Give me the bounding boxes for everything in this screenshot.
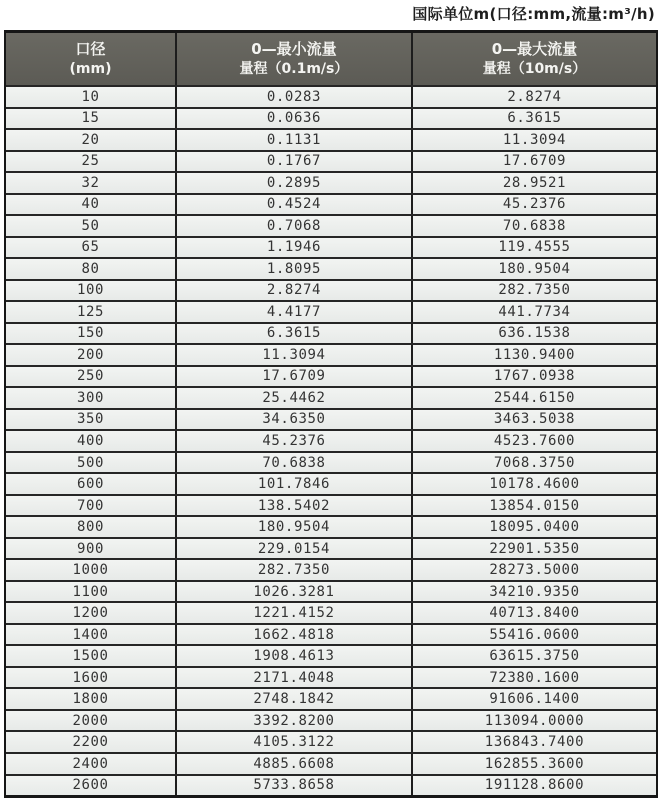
cell-min-flow: 6.3615: [175, 324, 411, 344]
table-row: [6, 279, 656, 301]
table-row: [6, 687, 656, 709]
cell-min-flow: 2171.4048: [175, 668, 411, 688]
cell-max-flow: 7068.3750: [411, 453, 656, 473]
cell-min-flow: 4885.6608: [175, 754, 411, 774]
cell-min-flow: 1908.4613: [175, 646, 411, 666]
cell-diameter: 2400: [6, 754, 175, 774]
table-row: [6, 623, 656, 645]
table-row: [6, 709, 656, 731]
table-row: [6, 774, 656, 796]
cell-diameter: 500: [6, 453, 175, 473]
cell-diameter: 10: [6, 87, 175, 107]
cell-max-flow: 136843.7400: [411, 732, 656, 752]
cell-diameter: 125: [6, 302, 175, 322]
cell-max-flow: 1767.0938: [411, 367, 656, 387]
cell-diameter: 50: [6, 216, 175, 236]
cell-diameter: 1800: [6, 689, 175, 709]
cell-min-flow: 0.1767: [175, 152, 411, 172]
cell-max-flow: 636.1538: [411, 324, 656, 344]
cell-diameter: 80: [6, 259, 175, 279]
cell-diameter: 250: [6, 367, 175, 387]
header-min-flow-label: 0—最小流量: [251, 39, 337, 58]
cell-max-flow: 10178.4600: [411, 474, 656, 494]
cell-max-flow: 72380.1600: [411, 668, 656, 688]
table-body: [6, 85, 656, 795]
cell-diameter: 800: [6, 517, 175, 537]
cell-diameter: 400: [6, 431, 175, 451]
flow-range-table: [4, 30, 658, 798]
table-row: [6, 193, 656, 215]
cell-max-flow: 63615.3750: [411, 646, 656, 666]
cell-diameter: 700: [6, 496, 175, 516]
cell-diameter: 900: [6, 539, 175, 559]
cell-min-flow: 0.1131: [175, 130, 411, 150]
cell-diameter: 1600: [6, 668, 175, 688]
cell-min-flow: 4.4177: [175, 302, 411, 322]
cell-min-flow: 0.4524: [175, 195, 411, 215]
cell-diameter: 600: [6, 474, 175, 494]
cell-max-flow: 11.3094: [411, 130, 656, 150]
cell-min-flow: 2748.1842: [175, 689, 411, 709]
cell-max-flow: 18095.0400: [411, 517, 656, 537]
table-row: [6, 472, 656, 494]
header-diameter-unit: (mm): [69, 60, 112, 77]
cell-max-flow: 2.8274: [411, 87, 656, 107]
cell-max-flow: 282.7350: [411, 281, 656, 301]
cell-max-flow: 91606.1400: [411, 689, 656, 709]
cell-diameter: 20: [6, 130, 175, 150]
table-row: [6, 451, 656, 473]
cell-max-flow: 45.2376: [411, 195, 656, 215]
table-row: [6, 408, 656, 430]
cell-min-flow: 1026.3281: [175, 582, 411, 602]
table-row: [6, 601, 656, 623]
cell-diameter: 350: [6, 410, 175, 430]
cell-diameter: 2200: [6, 732, 175, 752]
cell-diameter: 2600: [6, 776, 175, 796]
cell-max-flow: 22901.5350: [411, 539, 656, 559]
cell-diameter: 200: [6, 345, 175, 365]
cell-max-flow: 28.9521: [411, 173, 656, 193]
cell-diameter: 40: [6, 195, 175, 215]
cell-diameter: 1100: [6, 582, 175, 602]
header-diameter-label: 口径: [75, 39, 106, 58]
table-row: [6, 171, 656, 193]
table-row: [6, 300, 656, 322]
cell-min-flow: 180.9504: [175, 517, 411, 537]
cell-diameter: 1000: [6, 560, 175, 580]
table-row: [6, 236, 656, 258]
cell-min-flow: 101.7846: [175, 474, 411, 494]
table-row: [6, 752, 656, 774]
cell-min-flow: 2.8274: [175, 281, 411, 301]
cell-min-flow: 25.4462: [175, 388, 411, 408]
cell-max-flow: 55416.0600: [411, 625, 656, 645]
cell-min-flow: 1.1946: [175, 238, 411, 258]
cell-min-flow: 0.2895: [175, 173, 411, 193]
cell-max-flow: 441.7734: [411, 302, 656, 322]
table-row: [6, 644, 656, 666]
cell-max-flow: 3463.5038: [411, 410, 656, 430]
cell-diameter: 15: [6, 109, 175, 129]
cell-min-flow: 70.6838: [175, 453, 411, 473]
cell-max-flow: 6.3615: [411, 109, 656, 129]
cell-diameter: 1200: [6, 603, 175, 623]
table-row: [6, 107, 656, 129]
table-row: [6, 85, 656, 107]
cell-diameter: 300: [6, 388, 175, 408]
cell-min-flow: 282.7350: [175, 560, 411, 580]
cell-min-flow: 17.6709: [175, 367, 411, 387]
cell-min-flow: 5733.8658: [175, 776, 411, 796]
cell-max-flow: 191128.8600: [411, 776, 656, 796]
table-row: [6, 150, 656, 172]
cell-max-flow: 180.9504: [411, 259, 656, 279]
table-row: [6, 537, 656, 559]
table-row: [6, 365, 656, 387]
table-row: [6, 515, 656, 537]
header-min-flow: [175, 33, 411, 85]
table-row: [6, 558, 656, 580]
cell-max-flow: 1130.9400: [411, 345, 656, 365]
table-row: [6, 257, 656, 279]
cell-diameter: 150: [6, 324, 175, 344]
table-row: [6, 666, 656, 688]
table-row: [6, 494, 656, 516]
cell-min-flow: 45.2376: [175, 431, 411, 451]
table-row: [6, 128, 656, 150]
cell-min-flow: 0.7068: [175, 216, 411, 236]
cell-min-flow: 229.0154: [175, 539, 411, 559]
cell-max-flow: 40713.8400: [411, 603, 656, 623]
cell-max-flow: 113094.0000: [411, 711, 656, 731]
cell-diameter: 32: [6, 173, 175, 193]
table-row: [6, 730, 656, 752]
header-max-flow-range: 量程（10m/s）: [482, 60, 587, 77]
cell-min-flow: 0.0283: [175, 87, 411, 107]
cell-min-flow: 4105.3122: [175, 732, 411, 752]
table-row: [6, 429, 656, 451]
cell-max-flow: 13854.0150: [411, 496, 656, 516]
cell-min-flow: 1221.4152: [175, 603, 411, 623]
table-row: [6, 580, 656, 602]
cell-max-flow: 34210.9350: [411, 582, 656, 602]
cell-min-flow: 1.8095: [175, 259, 411, 279]
cell-min-flow: 11.3094: [175, 345, 411, 365]
cell-max-flow: 119.4555: [411, 238, 656, 258]
cell-diameter: 100: [6, 281, 175, 301]
table-row: [6, 343, 656, 365]
cell-min-flow: 34.6350: [175, 410, 411, 430]
cell-max-flow: 17.6709: [411, 152, 656, 172]
header-max-flow-label: 0—最大流量: [491, 39, 578, 58]
header-min-flow-range: 量程（0.1m/s）: [239, 60, 349, 77]
cell-max-flow: 28273.5000: [411, 560, 656, 580]
cell-min-flow: 1662.4818: [175, 625, 411, 645]
cell-max-flow: 70.6838: [411, 216, 656, 236]
cell-min-flow: 0.0636: [175, 109, 411, 129]
cell-diameter: 25: [6, 152, 175, 172]
table-row: [6, 386, 656, 408]
cell-diameter: 65: [6, 238, 175, 258]
header-diameter: [6, 33, 175, 85]
table-row: [6, 322, 656, 344]
cell-min-flow: 3392.8200: [175, 711, 411, 731]
page-title: 国际单位m(口径:mm,流量:m³/h): [412, 5, 655, 23]
cell-diameter: 1400: [6, 625, 175, 645]
cell-max-flow: 4523.7600: [411, 431, 656, 451]
cell-diameter: 1500: [6, 646, 175, 666]
cell-diameter: 2000: [6, 711, 175, 731]
header-max-flow: [411, 33, 656, 85]
table-row: [6, 214, 656, 236]
table-header-row: [6, 33, 656, 85]
cell-max-flow: 162855.3600: [411, 754, 656, 774]
cell-min-flow: 138.5402: [175, 496, 411, 516]
cell-max-flow: 2544.6150: [411, 388, 656, 408]
